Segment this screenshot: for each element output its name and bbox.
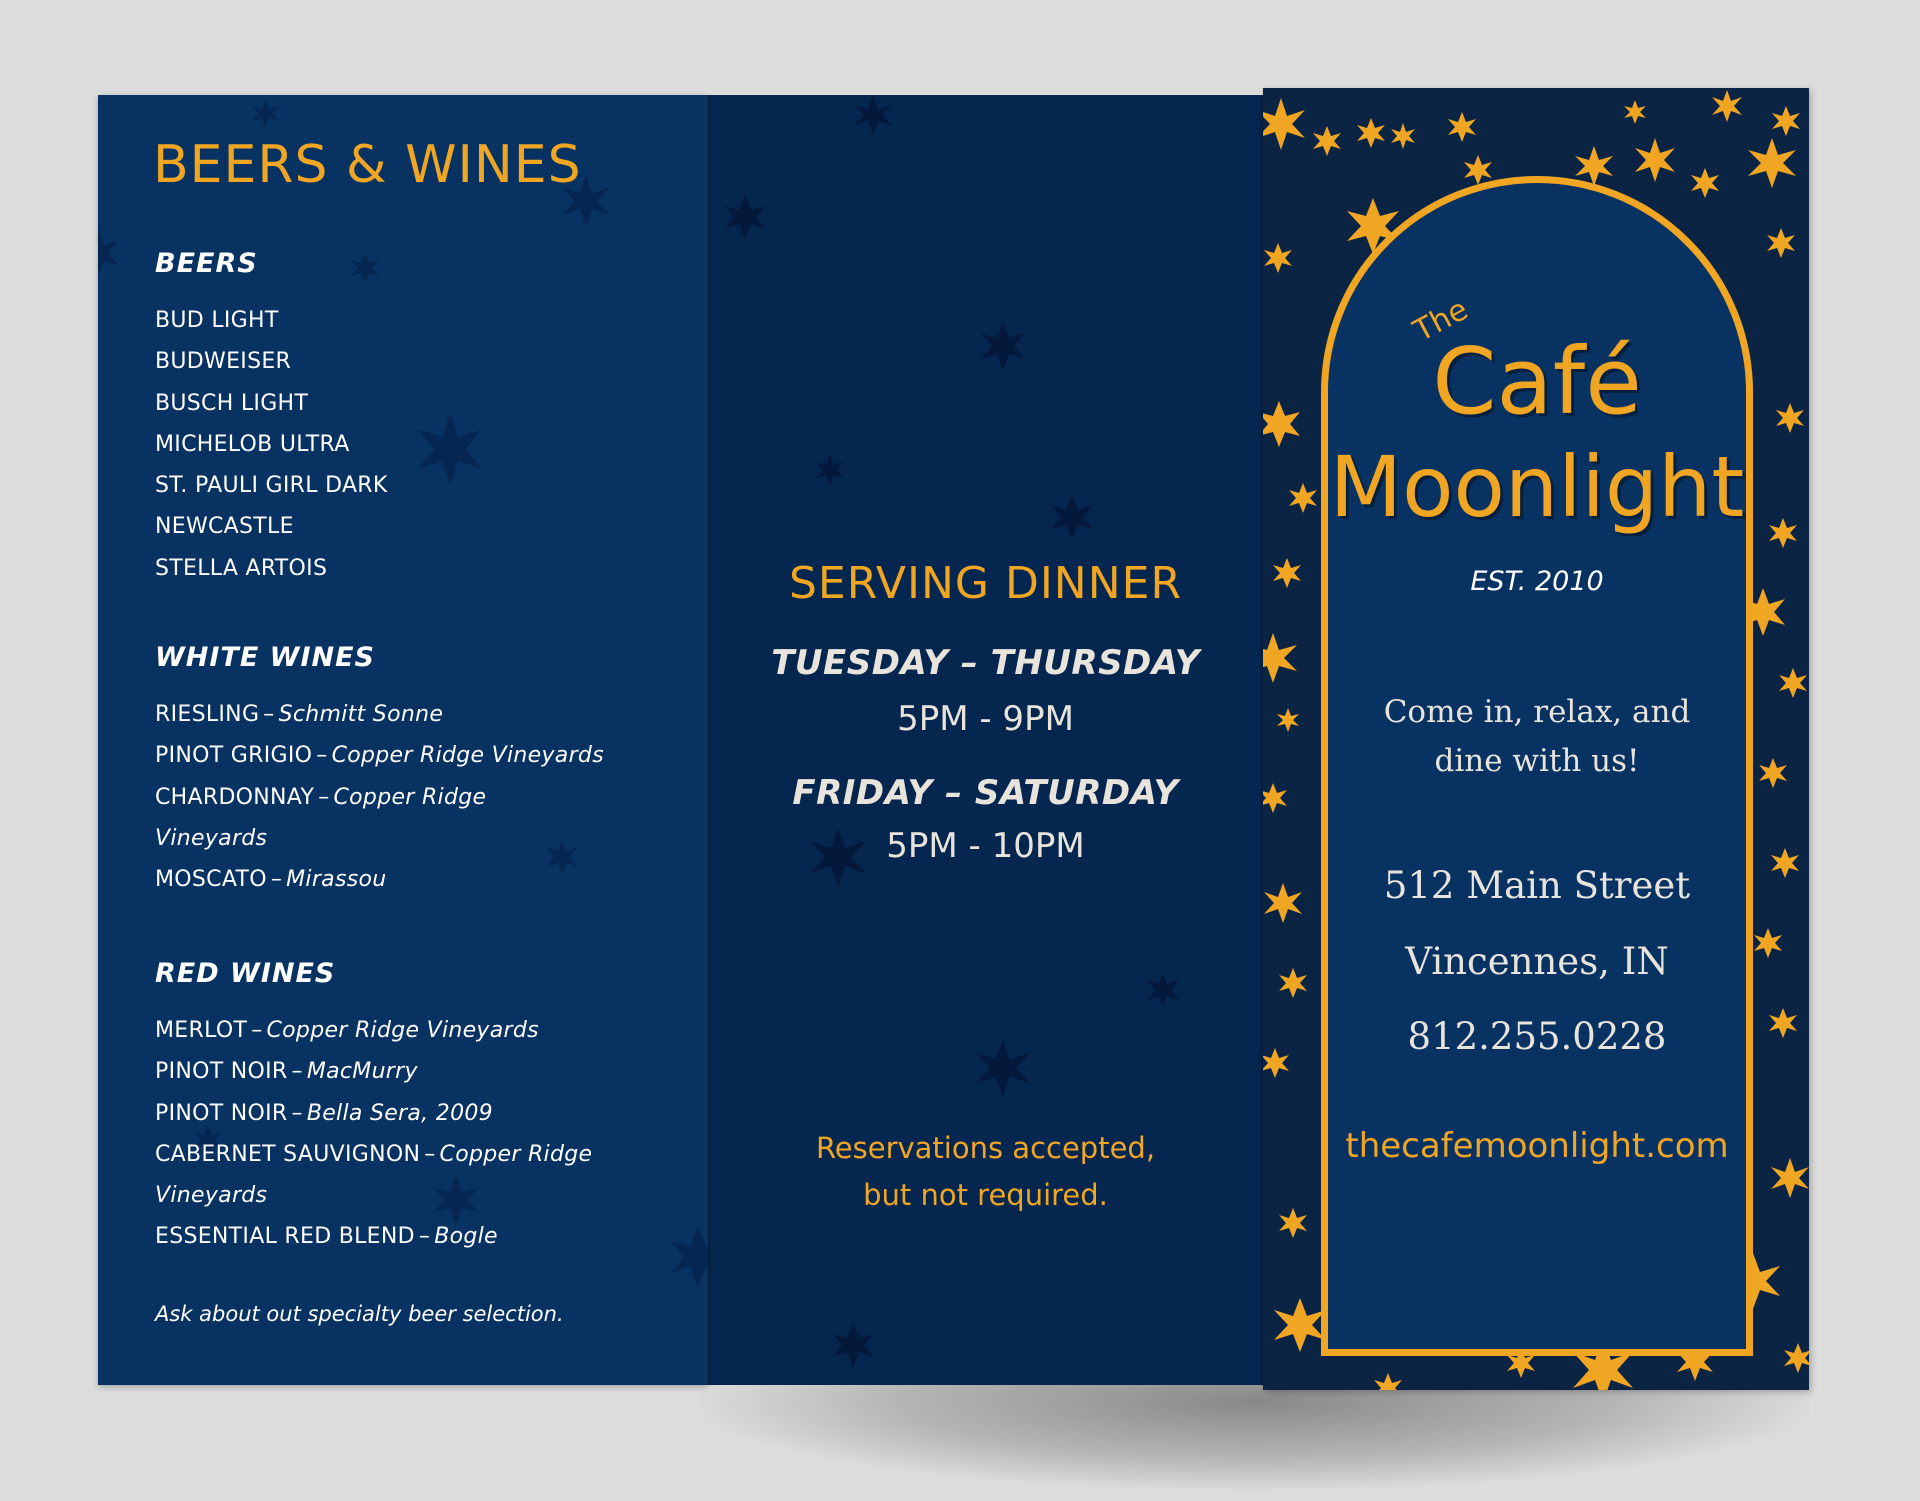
beer-list: [155, 300, 388, 589]
schedule-days: FRIDAY – SATURDAY: [792, 773, 1179, 813]
phone-number: 812.255.0228: [1407, 1015, 1667, 1058]
star-decoration: [1779, 668, 1807, 698]
star-decoration: [98, 230, 118, 276]
star-decoration: [854, 95, 892, 135]
white-wines-section-title: WHITE WINES: [155, 642, 375, 673]
wine-name: CABERNET SAUVIGNON: [155, 1141, 421, 1167]
star-decoration: [1264, 883, 1302, 923]
established-year: EST. 2010: [1470, 566, 1604, 597]
star-decoration: [351, 253, 379, 283]
wine-name: PINOT NOIR: [155, 1100, 288, 1126]
wine-name: PINOT GRIGIO: [155, 743, 313, 769]
city-state: Vincennes, IN: [1405, 940, 1669, 983]
star-decoration: [1712, 90, 1742, 122]
star-decoration: [1051, 495, 1093, 540]
wine-item: [155, 859, 685, 900]
beer-item: BUSCH LIGHT: [155, 390, 309, 416]
separator: –: [418, 1224, 431, 1250]
beer-item: STELLA ARTOIS: [155, 555, 328, 581]
wine-item: [155, 735, 685, 776]
star-decoration: [1277, 708, 1299, 732]
red-wine-list: [155, 1010, 685, 1258]
separator: –: [291, 1100, 303, 1126]
tagline-line: dine with us!: [1434, 743, 1640, 779]
star-decoration: [1263, 633, 1297, 683]
wine-item: [155, 1010, 685, 1051]
star-decoration: [1769, 518, 1797, 548]
street-address: 512 Main Street: [1383, 864, 1691, 907]
wine-name: ESSENTIAL RED BLEND: [155, 1224, 415, 1250]
separator: –: [251, 1018, 263, 1043]
star-decoration: [1691, 168, 1719, 198]
star-decoration: [1263, 783, 1287, 813]
beer-item: NEWCASTLE: [155, 514, 294, 540]
star-decoration: [1759, 758, 1787, 788]
wine-maker: Copper Ridge Vineyards: [155, 784, 487, 851]
separator: –: [263, 702, 275, 727]
schedule-hours: 5PM - 9PM: [897, 699, 1074, 739]
wine-maker: MacMurry: [306, 1059, 418, 1085]
star-decoration: [1273, 558, 1301, 588]
schedule-hours: 5PM - 10PM: [886, 826, 1085, 866]
reservation-line: but not required.: [863, 1178, 1108, 1212]
tagline-line: Come in, relax, and: [1383, 694, 1691, 730]
star-decoration: [1289, 483, 1317, 513]
star-decoration: [832, 1323, 874, 1368]
star-decoration: [252, 100, 279, 128]
wine-item: [155, 1051, 685, 1092]
separator: –: [316, 743, 328, 769]
wine-item: [155, 694, 685, 735]
star-decoration: [1147, 973, 1179, 1007]
beers-wines-heading: BEERS & WINES: [153, 135, 582, 195]
wine-maker: Schmitt Sonne: [278, 702, 444, 727]
star-decoration: [1263, 98, 1305, 150]
star-decoration: [1754, 928, 1782, 958]
star-decoration: [1374, 1373, 1402, 1390]
wine-item: [155, 1134, 645, 1217]
white-wine-list: [155, 694, 685, 900]
star-decoration: [1263, 401, 1300, 447]
specialty-beer-note: Ask about out specialty beer selection.: [155, 1302, 564, 1326]
star-decoration: [1624, 100, 1646, 124]
red-wines-section-title: RED WINES: [155, 958, 336, 989]
separator: –: [318, 784, 330, 810]
star-decoration: [976, 1040, 1030, 1097]
beers-wines-panel: [98, 95, 708, 1385]
separator: –: [270, 867, 283, 893]
cover-panel: [1263, 88, 1809, 1390]
star-decoration: [1771, 1158, 1809, 1198]
star-decoration: [1767, 228, 1795, 258]
star-decoration: [1279, 1208, 1307, 1238]
wine-item: [155, 1093, 685, 1134]
reservation-note: [708, 1125, 1263, 1219]
star-decoration: [1769, 1008, 1797, 1038]
star-decoration: [1771, 848, 1799, 878]
star-decoration: [417, 413, 483, 485]
wine-maker: Copper Ridge Vineyards: [331, 743, 604, 769]
website-link[interactable]: thecafemoonlight.com: [1345, 1126, 1729, 1166]
star-decoration: [1357, 118, 1385, 148]
schedule-days: TUESDAY – THURSDAY: [771, 643, 1200, 683]
star-decoration: [1391, 123, 1415, 149]
star-decoration: [816, 455, 844, 485]
wine-name: MOSCATO: [155, 867, 267, 893]
star-decoration: [1448, 112, 1476, 142]
beer-item: BUDWEISER: [155, 349, 292, 375]
beer-item: ST. PAULI GIRL DARK: [155, 473, 388, 499]
dinner-hours-panel: [708, 95, 1263, 1385]
star-decoration: [1274, 1298, 1326, 1352]
reservation-line: Reservations accepted,: [815, 1131, 1156, 1165]
wine-item: [155, 777, 545, 860]
wine-maker: Mirassou: [286, 867, 387, 893]
star-decoration: [1748, 138, 1796, 188]
wine-item: [155, 1216, 685, 1257]
logo-cafe: Café: [1432, 328, 1642, 435]
wine-maker: Copper Ridge Vineyards: [155, 1141, 593, 1209]
logo-moonlight: Moonlight: [1329, 438, 1745, 536]
star-decoration: [1313, 126, 1341, 156]
star-decoration: [1635, 138, 1675, 182]
logo-the: The: [1408, 291, 1474, 350]
wine-name: MERLOT: [155, 1018, 248, 1043]
star-decoration: [1264, 243, 1292, 273]
separator: –: [424, 1141, 436, 1167]
star-decoration: [1279, 968, 1307, 998]
star-decoration: [1776, 403, 1804, 433]
wine-name: CHARDONNAY: [155, 784, 315, 810]
star-decoration: [1784, 1343, 1809, 1373]
wine-maker: Bella Sera, 2009: [306, 1100, 493, 1126]
separator: –: [291, 1059, 303, 1085]
star-decoration: [1263, 1048, 1289, 1078]
star-decoration: [1772, 106, 1800, 136]
star-decoration: [981, 323, 1025, 370]
beers-section-title: BEERS: [155, 248, 258, 279]
wine-name: RIESLING: [155, 702, 260, 727]
brochure-shadow: [700, 1380, 1810, 1490]
beer-item: BUD LIGHT: [155, 308, 279, 333]
wine-maker: Copper Ridge Vineyards: [266, 1018, 539, 1043]
serving-dinner-heading: SERVING DINNER: [788, 558, 1183, 609]
tagline: [1321, 688, 1753, 786]
beer-item: MICHELOB ULTRA: [155, 431, 350, 457]
star-decoration: [724, 195, 766, 240]
wine-name: PINOT NOIR: [155, 1059, 288, 1085]
wine-maker: Bogle: [434, 1224, 498, 1250]
